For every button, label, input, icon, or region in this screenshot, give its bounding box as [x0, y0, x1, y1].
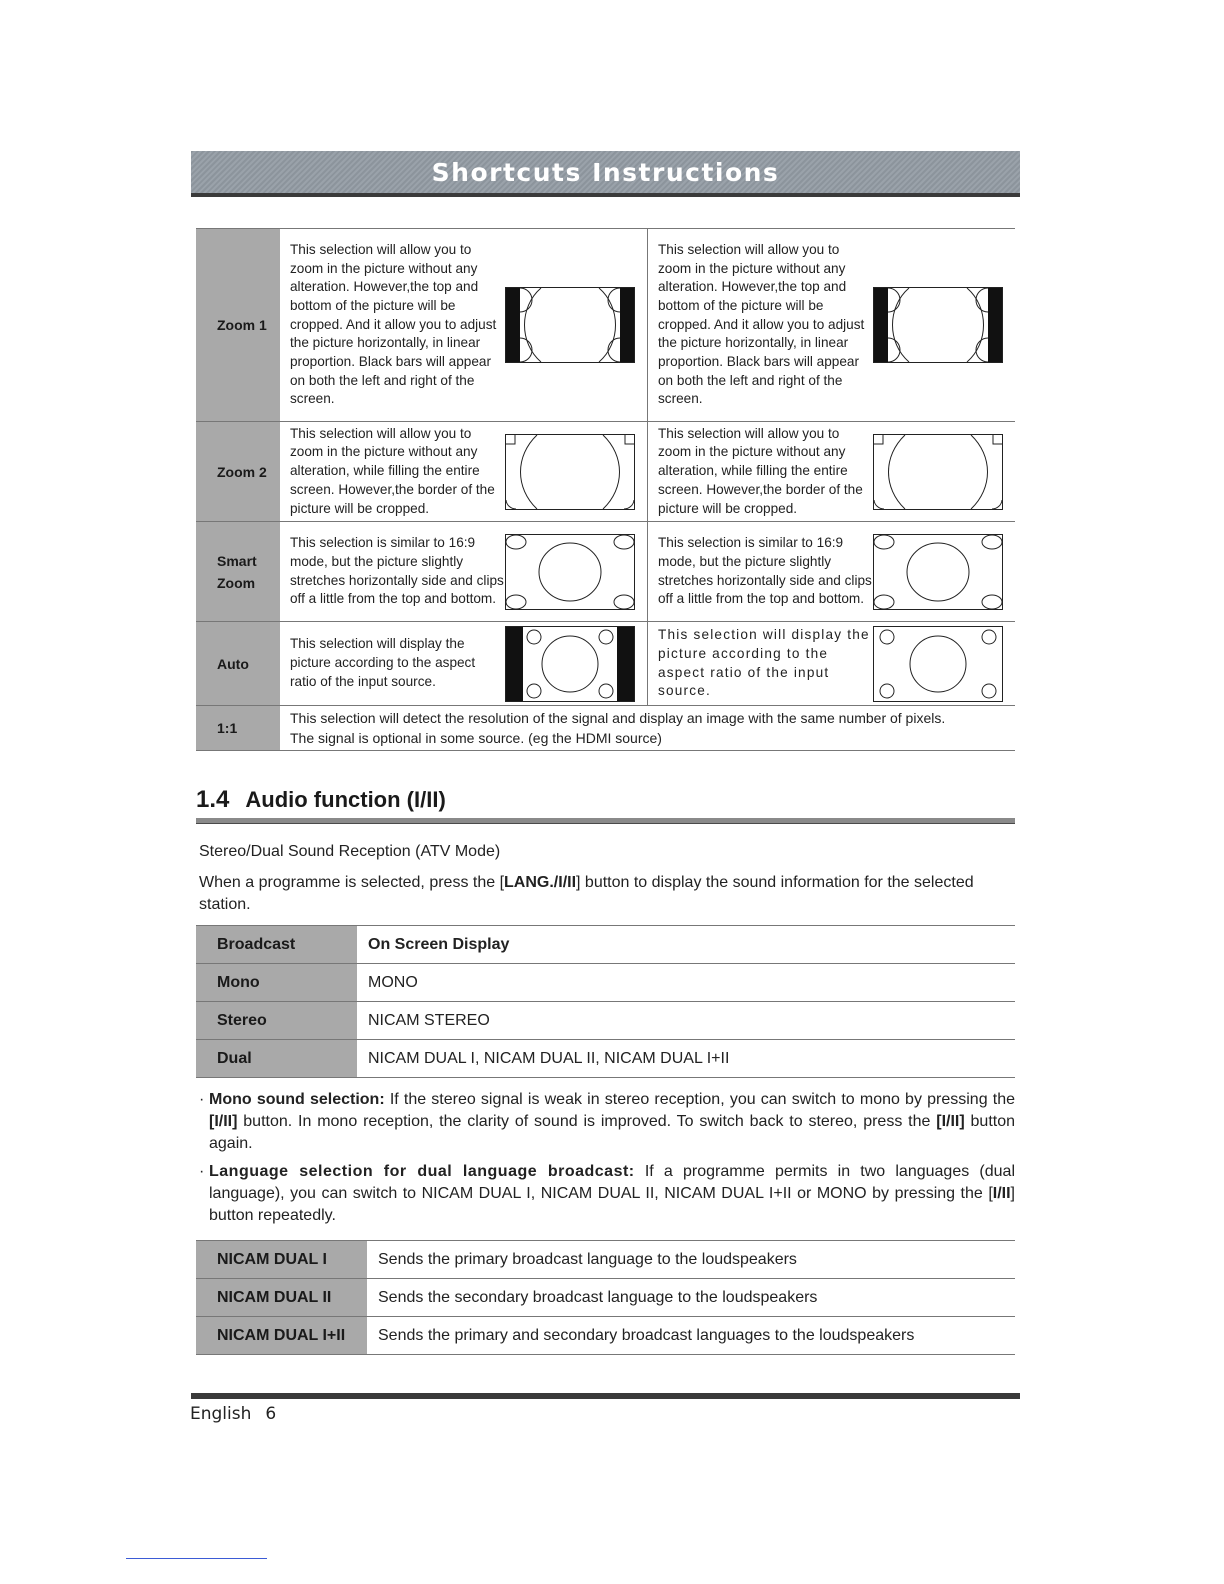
- bullet-text: button again.: [209, 1113, 1016, 1152]
- bullet-text: button. In mono reception, the clarity of sound is improved. To switch back to stereo, press the: [237, 1113, 937, 1130]
- header-bar: [191, 151, 1020, 197]
- bullet-text: ] button repeatedly.: [209, 1185, 1015, 1224]
- page-title: Shortcuts Instructions: [431, 157, 780, 187]
- row-label: Mono: [196, 964, 357, 1001]
- footer-divider: [191, 1393, 1020, 1399]
- section-number: 1.4: [196, 786, 230, 813]
- smart-zoom-left-cell: [280, 522, 648, 621]
- table-row: [196, 229, 1015, 422]
- intro-text: When a programme is selected, press the [: [199, 874, 505, 891]
- row-label: NICAM DUAL I+II: [196, 1317, 367, 1354]
- table-header-row: [196, 926, 1015, 964]
- row-value: Sends the secondary broadcast language to the loudspeakers: [378, 1288, 818, 1306]
- language-bullet: · Language selection for dual language broadcast: If a programme permits in two languages (dual language), you can switch to NICAM DUAL I, NICAM DUAL II, NICAM DUAL I+II or MONO by pressing the [I/II] button repeatedly.: [199, 1163, 1015, 1224]
- description: This selection will allow you to zoom in the picture without any alteration. However,the top and bottom of the picture will be cropped. And it allow you to adjust the picture horizontally, in linear proportion. Black bars will appear on both the left and right of the screen.: [658, 241, 865, 407]
- footer: [190, 1404, 276, 1424]
- row-label: Auto: [196, 622, 280, 705]
- auto-diagram: [873, 626, 1003, 702]
- description-line: The signal is optional in some source. (eg the HDMI source): [290, 730, 662, 746]
- auto-diagram: [505, 626, 635, 702]
- description: This selection will display the picture according to the aspect ratio of the input source.: [658, 627, 870, 699]
- row-value: Sends the primary and secondary broadcast languages to the loudspeakers: [378, 1326, 915, 1344]
- column-header: Broadcast: [196, 926, 357, 963]
- description: This selection will allow you to zoom in the picture without any alteration, while filling the entire screen. However,the border of the picture will be cropped.: [658, 425, 863, 516]
- smart-zoom-right-cell: [648, 522, 1015, 621]
- section-heading: [196, 786, 446, 814]
- smart-zoom-diagram: [505, 534, 635, 610]
- intro-text: ] button to display the sound information for the selected station.: [199, 874, 974, 913]
- zoom1-left-cell: [280, 229, 648, 421]
- bullet-title: Language selection for dual language broadcast:: [209, 1163, 635, 1180]
- section-divider: [196, 818, 1015, 824]
- row-label: 1:1: [196, 706, 280, 750]
- row-label: NICAM DUAL I: [196, 1241, 367, 1278]
- button-label: [I/II]: [936, 1113, 965, 1130]
- description: This selection will display the picture according to the aspect ratio of the input source.: [290, 636, 476, 689]
- auto-left-cell: [280, 622, 648, 705]
- description: This selection will allow you to zoom in the picture without any alteration. However,the top and bottom of the picture will be cropped. And it allow you to adjust the picture horizontally, in linear proportion. Black bars will appear on both the left and right of the screen.: [290, 241, 497, 407]
- button-label: [I/II]: [209, 1113, 238, 1130]
- row-value: NICAM STEREO: [368, 1011, 490, 1029]
- description: This selection is similar to 16:9 mode, but the picture slightly stretches horizontally side and clips off a little from the top and bottom.: [290, 535, 504, 607]
- zoom-modes-table: [196, 228, 1015, 751]
- row-value: NICAM DUAL I, NICAM DUAL II, NICAM DUAL I+II: [368, 1049, 730, 1067]
- bullet-text: If a programme permits in two languages (dual language), you can switch to NICAM DUAL I, NICAM DUAL II, NICAM DUAL I+II or MONO by pressing the [: [209, 1163, 1015, 1202]
- table-row: [196, 1279, 1015, 1317]
- intro-paragraph: [199, 872, 1015, 916]
- bullet-text: If the stereo signal is weak in stereo reception, you can switch to mono by pressing the: [384, 1091, 1016, 1108]
- mono-bullet: · Mono sound selection: If the stereo signal is weak in stereo reception, you can switch to mono by pressing the [I/II] button. In mono reception, the clarity of sound is improved. To switch back to stereo, press the [I/II] button again.: [199, 1091, 1016, 1152]
- description-line: This selection will detect the resolution of the signal and display an image with the same number of pixels.: [290, 710, 946, 726]
- button-label: I/II: [992, 1185, 1011, 1202]
- table-row: [196, 622, 1015, 706]
- table-row: [196, 706, 1015, 751]
- zoom2-right-cell: [648, 422, 1015, 521]
- table-row: [196, 1241, 1015, 1279]
- description: This selection is similar to 16:9 mode, but the picture slightly stretches horizontally side and clips off a little from the top and bottom.: [658, 535, 872, 607]
- column-header: On Screen Display: [368, 935, 510, 953]
- zoom1-diagram: [505, 287, 635, 363]
- bottom-underline: [126, 1558, 267, 1559]
- row-label: Zoom 1: [196, 229, 280, 421]
- table-row: [196, 1317, 1015, 1355]
- row-label: Dual: [196, 1040, 357, 1077]
- footer-language: English: [190, 1404, 252, 1424]
- table-row: [196, 422, 1015, 522]
- table-row: [196, 964, 1015, 1002]
- zoom2-diagram: [505, 434, 635, 510]
- nicam-table: [196, 1240, 1015, 1355]
- row-value: MONO: [368, 973, 418, 991]
- table-row: [196, 522, 1015, 622]
- zoom2-diagram: [873, 434, 1003, 510]
- intro-subtitle: Stereo/Dual Sound Reception (ATV Mode): [199, 843, 501, 860]
- description: This selection will allow you to zoom in the picture without any alteration, while filling the entire screen. However,the border of the picture will be cropped.: [290, 425, 495, 516]
- lang-button-label: LANG./I/II: [504, 874, 577, 891]
- row-label: NICAM DUAL II: [196, 1279, 367, 1316]
- row-label: Zoom 2: [196, 422, 280, 521]
- row-label: Smart Zoom: [196, 522, 280, 621]
- bullet-title: Mono sound selection:: [209, 1091, 385, 1108]
- row-value: Sends the primary broadcast language to the loudspeakers: [378, 1250, 797, 1268]
- zoom1-right-cell: [648, 229, 1015, 421]
- broadcast-table: [196, 925, 1015, 1078]
- row-label: Stereo: [196, 1002, 357, 1039]
- table-row: [196, 1002, 1015, 1040]
- auto-right-cell: [648, 622, 1015, 705]
- smart-zoom-diagram: [873, 534, 1003, 610]
- one-to-one-cell: [280, 706, 1015, 750]
- table-row: [196, 1040, 1015, 1078]
- section-title: Audio function (I/II): [245, 787, 446, 812]
- page-number: 6: [265, 1404, 277, 1424]
- zoom2-left-cell: [280, 422, 648, 521]
- zoom1-diagram: [873, 287, 1003, 363]
